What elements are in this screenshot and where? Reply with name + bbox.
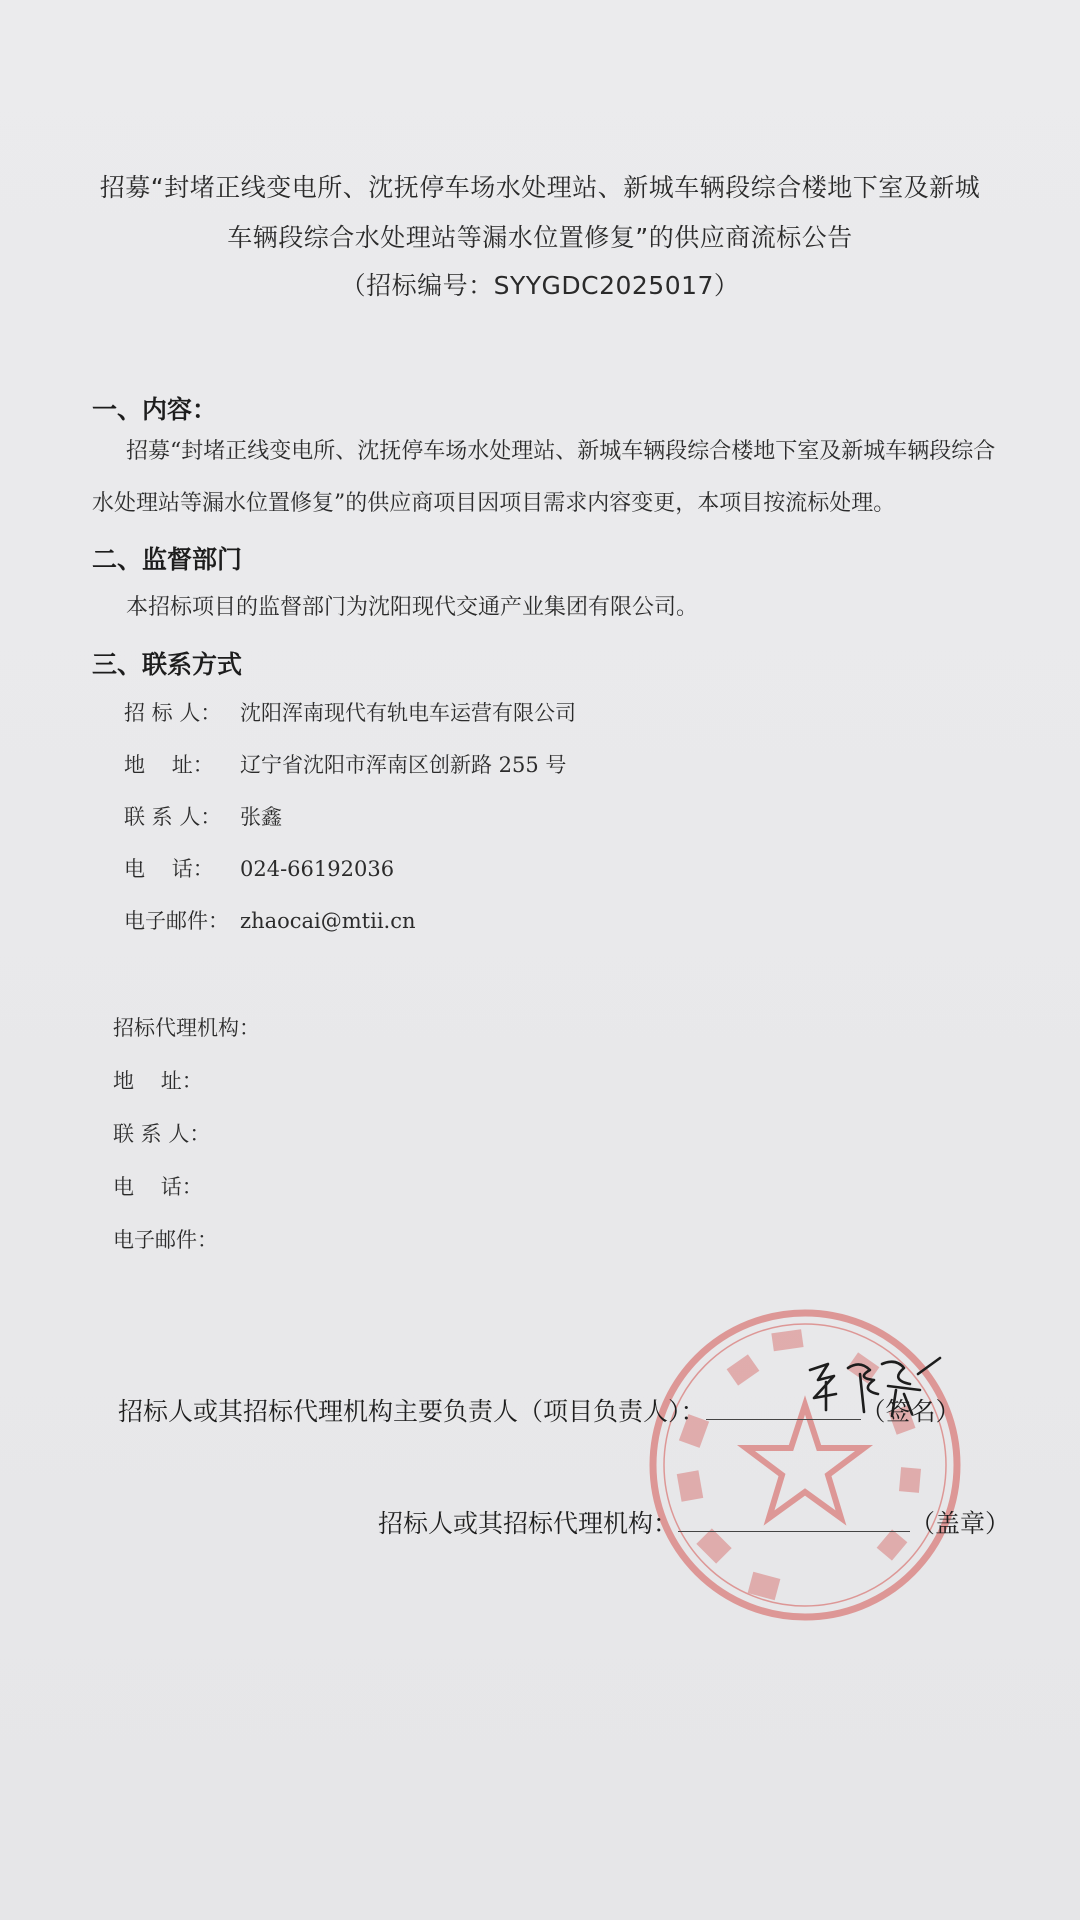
tender-number: （招标编号：SYYGDC2025017） [340, 271, 740, 300]
email-value: zhaocai@mtii.cn [240, 909, 416, 933]
title-line-2: 车辆段综合水处理站等漏水位置修复”的供应商流标公告 [227, 223, 853, 252]
seal-line [378, 1504, 1010, 1540]
contact-person-label: 联 系 人： [124, 805, 222, 829]
contact-person-row [124, 801, 282, 831]
seal-blank [678, 1531, 910, 1532]
agency-contact-label: 联 系 人： [113, 1122, 211, 1146]
address-label: 地 址： [124, 753, 214, 777]
section-content-body [92, 426, 1012, 530]
address-row [124, 749, 566, 779]
seal-suffix: （盖章） [910, 1509, 1011, 1538]
agency-email-row [113, 1224, 218, 1254]
section-supervision-heading: 二、监督部门 [92, 545, 243, 574]
title-line-1: 招募“封堵正线变电所、沈抚停车场水处理站、新城车辆段综合楼地下室及新城 [99, 173, 981, 202]
agency-contact-row [113, 1118, 213, 1148]
contact-person-value: 张鑫 [240, 805, 282, 829]
agency-phone-label: 电 话： [113, 1175, 203, 1199]
email-label: 电子邮件： [124, 909, 229, 933]
section-contact-heading: 三、联系方式 [92, 650, 243, 679]
address-value: 辽宁省沈阳市浑南区创新路 255 号 [240, 753, 567, 777]
section-content-text: 招募“封堵正线变电所、沈抚停车场水处理站、新城车辆段综合楼地下室及新城车辆段综合水处理站等漏水位置修复”的供应商项目因项目需求内容变更，本项目按流标处理。 [92, 439, 996, 516]
agency-email-label: 电子邮件： [113, 1228, 218, 1252]
tenderer-label: 招 标 人： [124, 701, 222, 725]
signature-blank [706, 1419, 861, 1420]
signature-suffix: （签名） [860, 1397, 961, 1426]
phone-label: 电 话： [124, 857, 214, 881]
agency-phone-row [113, 1171, 213, 1201]
agency-address-label: 地 址： [113, 1069, 203, 1093]
signature-line [118, 1392, 961, 1428]
agency-label: 招标代理机构： [113, 1016, 260, 1040]
agency-address-row [113, 1065, 213, 1095]
section-content-heading: 一、内容： [92, 395, 218, 424]
seal-label: 招标人或其招标代理机构： [378, 1509, 679, 1538]
section-supervision-body [92, 582, 1012, 634]
section-supervision-text: 本招标项目的监督部门为沈阳现代交通产业集团有限公司。 [126, 595, 699, 620]
phone-row [124, 853, 394, 883]
agency-row [113, 1012, 260, 1042]
signature-label: 招标人或其招标代理机构主要负责人（项目负责人）： [118, 1397, 706, 1426]
phone-value: 024-66192036 [240, 857, 395, 881]
tenderer-value: 沈阳浑南现代有轨电车运营有限公司 [240, 701, 576, 725]
email-row [124, 905, 416, 935]
tenderer-row [124, 697, 576, 727]
